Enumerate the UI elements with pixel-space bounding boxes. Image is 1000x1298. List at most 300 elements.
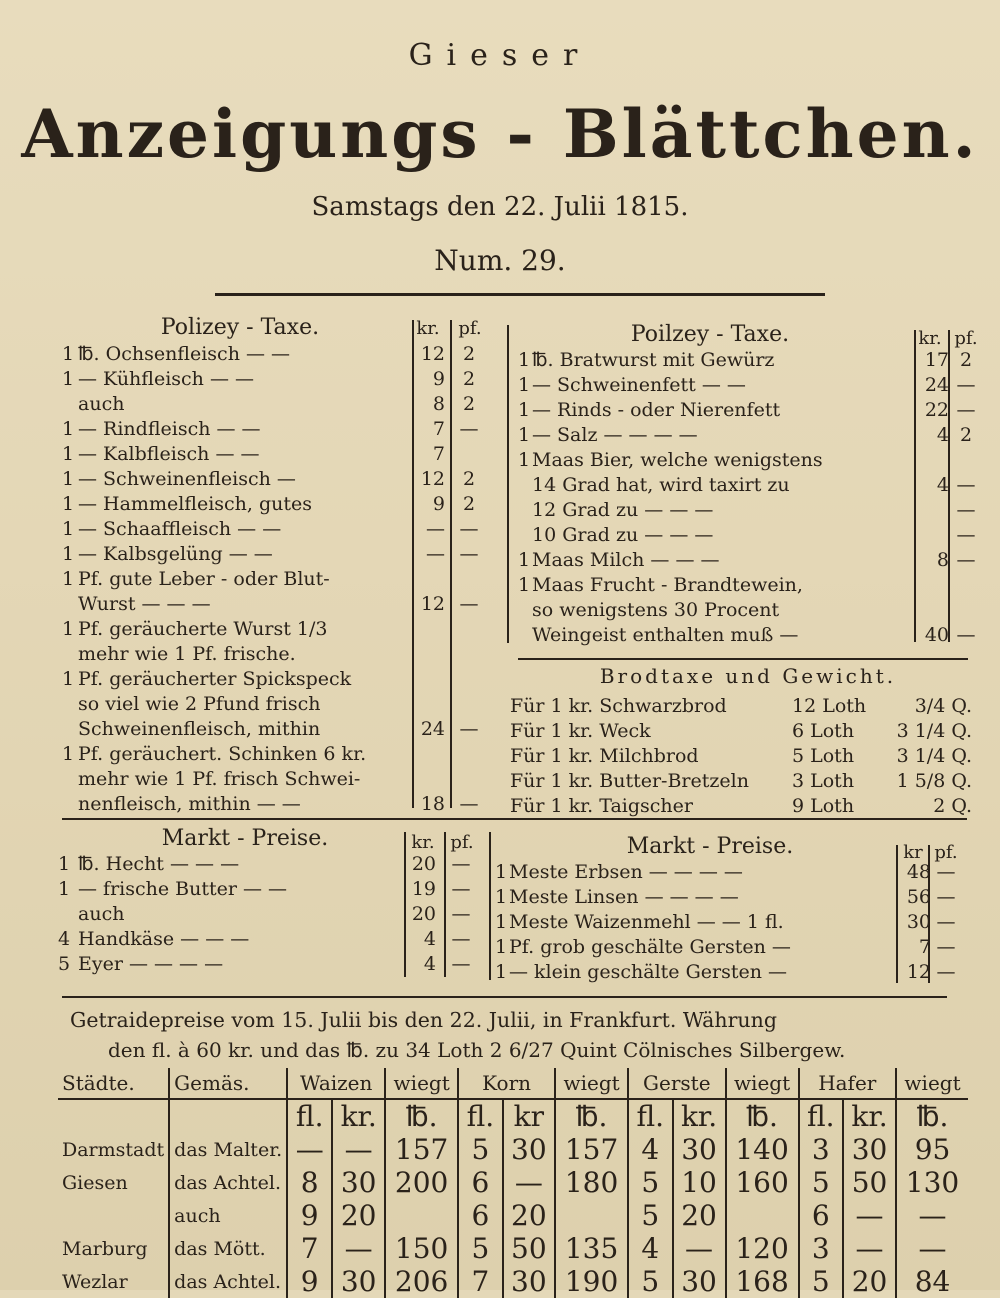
markt-right-qty: 1 [495, 886, 508, 908]
polizey-right-text: — Salz — — — — [532, 424, 698, 446]
polizey-right-qty: 1 [518, 574, 531, 596]
polizey-left-row [62, 367, 492, 392]
getraide-value: 160 [726, 1166, 799, 1199]
markt-right-pf: — [936, 886, 956, 908]
polizey-left-pf: — [459, 793, 479, 815]
getraide-value: — [503, 1166, 556, 1199]
markt-right-row [495, 960, 965, 985]
markt-left-qty: 1 [58, 878, 71, 900]
getraide-value: — [843, 1232, 896, 1265]
getraide-value [726, 1199, 799, 1232]
issue-number: Num. 29. [434, 244, 566, 277]
polizey-right-row [518, 473, 983, 498]
getraide-sub-empty [58, 1099, 169, 1133]
markt-right-pf: — [936, 861, 956, 883]
markt-right-pf: — [936, 911, 956, 933]
brodtaxe-quint: 3 1/4 Q. [896, 720, 972, 742]
polizey-right-qty: 1 [518, 449, 531, 471]
getraide-header: wiegt [385, 1068, 458, 1099]
getraide-value: — [896, 1232, 968, 1265]
polizey-left-kr: 9 [432, 493, 445, 515]
getraide-value: — [673, 1232, 726, 1265]
getraide-city: Marburg [62, 1237, 148, 1260]
getraide-table [58, 1068, 968, 1298]
polizey-left-text: Pf. geräucherter Spickspeck [78, 668, 352, 690]
polizey-right-pf: — [956, 524, 976, 546]
brodtaxe-weight: 12 Loth [792, 695, 867, 717]
markt-right-text: — klein geschälte Gersten — [509, 961, 787, 983]
getraide-value: — [287, 1133, 332, 1166]
getraide-header: wiegt [896, 1068, 968, 1099]
getraide-header: wiegt [726, 1068, 799, 1099]
polizey-left-qty: 1 [62, 343, 75, 365]
brodtaxe-weight: 3 Loth [792, 770, 855, 792]
polizey-right-row [518, 598, 983, 623]
polizey-left-row [62, 642, 492, 667]
getraide-measure: das Achtel. [169, 1265, 287, 1298]
getraide-subheader: kr. [673, 1099, 726, 1133]
polizey-left-row [62, 342, 492, 367]
polizey-left-text: Wurst — — — [78, 593, 211, 615]
markt-right-kr: 56 [906, 886, 931, 908]
polizey-left-text: mehr wie 1 Pf. frisch Schwei- [78, 768, 361, 790]
getraide-value: 168 [726, 1265, 799, 1298]
brodtaxe-row [510, 794, 980, 819]
polizey-left-qty: 1 [62, 568, 75, 590]
polizey-right-row [518, 623, 983, 648]
polizey-right-text: — Rinds - oder Nierenfett [532, 399, 781, 421]
markt-top-rule [62, 818, 967, 820]
markt-left-pf: — [451, 953, 471, 975]
polizey-left-row [62, 517, 492, 542]
getraide-intro-line2: den fl. à 60 kr. und das ℔. zu 34 Loth 2 6/27 Quint Cölnisches Silbergew. [108, 1038, 846, 1062]
polizey-right-row [518, 348, 983, 373]
getraide-row [58, 1265, 968, 1298]
getraide-value: 5 [628, 1166, 673, 1199]
polizey-left-row [62, 592, 492, 617]
brodtaxe-quint: 3/4 Q. [914, 695, 972, 717]
brodtaxe-item: Für 1 kr. Milchbrod [510, 745, 699, 767]
polizey-right-qty: 1 [518, 349, 531, 371]
getraide-value: 6 [458, 1199, 503, 1232]
getraide-value [385, 1199, 458, 1232]
getraide-value: 50 [843, 1166, 896, 1199]
getraide-subheader: fl. [628, 1099, 673, 1133]
getraide-value: 30 [332, 1166, 385, 1199]
polizey-left-text: — Schweinenfleisch — [78, 468, 296, 490]
polizey-right-text: Maas Frucht - Brandtewein, [532, 574, 803, 596]
getraide-value: 4 [628, 1232, 673, 1265]
getraide-value: 20 [673, 1199, 726, 1232]
polizey-left-row [62, 442, 492, 467]
markt-right-qty: 1 [495, 936, 508, 958]
polizey-left-row [62, 617, 492, 642]
getraide-subheader: kr. [332, 1099, 385, 1133]
polizey-left-pf: — [459, 418, 479, 440]
getraide-value: 200 [385, 1166, 458, 1199]
polizey-right-pf: — [956, 549, 976, 571]
brodtaxe-row [510, 694, 980, 719]
polizey-right-kr: 4 [936, 424, 949, 446]
getraide-header: Städte. [58, 1068, 169, 1099]
markt-right-qty: 1 [495, 911, 508, 933]
polizey-left-kr: 12 [420, 593, 445, 615]
getraide-header: Korn [458, 1068, 555, 1099]
markt-left-col-pf: pf. [450, 832, 474, 853]
getraide-value: 3 [799, 1232, 844, 1265]
markt-right-kr: 48 [906, 861, 931, 883]
getraide-row [58, 1199, 968, 1232]
getraide-value: 50 [503, 1232, 556, 1265]
markt-left-qty: 4 [58, 928, 71, 950]
getraide-value: 30 [503, 1265, 556, 1298]
polizey-right-qty: 1 [518, 399, 531, 421]
markt-right-row [495, 935, 965, 960]
getraide-value: 8 [287, 1166, 332, 1199]
getraide-value: 6 [799, 1199, 844, 1232]
polizey-right-pf: 2 [959, 424, 973, 446]
polizey-left-kr: 7 [432, 443, 445, 465]
markt-right-pf: — [936, 936, 956, 958]
polizey-left-qty: 1 [62, 368, 75, 390]
polizey-left-row [62, 417, 492, 442]
getraide-subheader: ℔. [726, 1099, 799, 1133]
polizey-left-rows [62, 342, 492, 817]
polizey-left-row [62, 567, 492, 592]
getraide-value: 157 [385, 1133, 458, 1166]
getraide-value: 190 [555, 1265, 628, 1298]
getraide-subheader: ℔. [555, 1099, 628, 1133]
getraide-value: 5 [628, 1265, 673, 1298]
brodtaxe-top-rule [518, 658, 968, 660]
polizey-right-text: 10 Grad zu — — — [532, 524, 714, 546]
polizey-right-kr: 8 [936, 549, 949, 571]
markt-left-row [58, 902, 488, 927]
getraide-subheader: fl. [458, 1099, 503, 1133]
getraide-intro-line1: Getraidepreise vom 15. Julii bis den 22. Julii, in Frankfurt. Währung [70, 1008, 777, 1032]
polizey-right-pf: — [956, 474, 976, 496]
getraide-subheader: fl. [287, 1099, 332, 1133]
polizey-left-row [62, 392, 492, 417]
polizey-left-text: Pf. geräuchert. Schinken 6 kr. [78, 743, 367, 765]
polizey-right-kr: 22 [924, 399, 949, 421]
brodtaxe-weight: 5 Loth [792, 745, 855, 767]
getraide-value: 95 [896, 1133, 968, 1166]
polizey-left-text: — Kühfleisch — — [78, 368, 254, 390]
brodtaxe-item: Für 1 kr. Weck [510, 720, 651, 742]
brodtaxe-row [510, 744, 980, 769]
markt-left-rows [58, 852, 488, 977]
polizey-right-pf: — [956, 499, 976, 521]
polizey-left-kr: 8 [432, 393, 445, 415]
getraide-value: 157 [555, 1133, 628, 1166]
issue-date: Samstags den 22. Julii 1815. [311, 192, 689, 222]
polizey-right-row [518, 498, 983, 523]
polizey-left-qty: 1 [62, 543, 75, 565]
polizey-right-row [518, 423, 983, 448]
getraide-subheader: kr [503, 1099, 556, 1133]
getraide-value: 7 [287, 1232, 332, 1265]
markt-right-rows [495, 860, 965, 985]
polizey-left-kr: — [426, 518, 445, 540]
getraide-value: 3 [799, 1133, 844, 1166]
getraide-value: 30 [673, 1133, 726, 1166]
getraide-value: 130 [896, 1166, 968, 1199]
getraide-row [58, 1133, 968, 1166]
markt-right-text: Meste Erbsen — — — — [509, 861, 743, 883]
polizey-left-pf: 2 [462, 343, 476, 365]
markt-left-kr: 20 [411, 903, 436, 925]
masthead-title: Anzeigungs - Blättchen. [21, 95, 979, 173]
polizey-left-pf: 2 [462, 468, 476, 490]
polizey-left-kr: 24 [420, 718, 445, 740]
markt-left-row [58, 952, 488, 977]
markt-right-col-pf: pf. [934, 842, 958, 863]
getraide-value: 10 [673, 1166, 726, 1199]
brodtaxe-row [510, 769, 980, 794]
brodtaxe-weight: 9 Loth [792, 795, 855, 817]
markt-left-text: — frische Butter — — [78, 878, 288, 900]
polizey-right-row [518, 548, 983, 573]
polizey-left-row [62, 692, 492, 717]
polizey-center-divider [507, 325, 509, 643]
getraide-value: — [332, 1133, 385, 1166]
getraide-header: Gemäs. [169, 1068, 287, 1099]
polizey-left-row [62, 542, 492, 567]
polizey-left-text: — Hammelfleisch, gutes [78, 493, 313, 515]
getraide-value: 6 [458, 1166, 503, 1199]
polizey-left-kr: 12 [420, 468, 445, 490]
brodtaxe-quint: 3 1/4 Q. [896, 745, 972, 767]
polizey-left-text: — Kalbsgelüng — — [78, 543, 273, 565]
polizey-right-heading: Poilzey - Taxe. [630, 322, 790, 347]
polizey-left-row [62, 767, 492, 792]
getraide-city [58, 1199, 169, 1232]
polizey-left-row [62, 492, 492, 517]
polizey-right-kr: 17 [924, 349, 949, 371]
getraide-value: 20 [843, 1265, 896, 1298]
markt-left-row [58, 877, 488, 902]
markt-left-pf: — [451, 878, 471, 900]
getraide-value: 20 [503, 1199, 556, 1232]
markt-right-row [495, 910, 965, 935]
polizey-left-text: mehr wie 1 Pf. frische. [78, 643, 296, 665]
getraide-sub-empty [169, 1099, 287, 1133]
getraide-header: Waizen [287, 1068, 385, 1099]
markt-center-divider [489, 832, 491, 980]
getraide-subheader: kr. [843, 1099, 896, 1133]
getraide-value: 7 [458, 1265, 503, 1298]
markt-left-kr: 20 [411, 853, 436, 875]
markt-right-pf: — [936, 961, 956, 983]
getraide-header: Hafer [799, 1068, 897, 1099]
getraide-value: 5 [799, 1166, 844, 1199]
polizey-left-pf: — [459, 518, 479, 540]
polizey-left-pf: — [459, 718, 479, 740]
polizey-left-row [62, 467, 492, 492]
getraide-value: — [332, 1232, 385, 1265]
getraide-value [555, 1199, 628, 1232]
polizey-left-qty: 1 [62, 668, 75, 690]
getraide-value: 5 [628, 1199, 673, 1232]
polizey-right-col-pf: pf. [954, 328, 978, 349]
polizey-right-text: — Schweinenfett — — [532, 374, 746, 396]
getraide-value: 9 [287, 1199, 332, 1232]
polizey-right-pf: — [956, 624, 976, 646]
polizey-right-rows [518, 348, 983, 648]
getraide-value: — [843, 1199, 896, 1232]
polizey-right-pf: — [956, 399, 976, 421]
markt-right-kr: 7 [918, 936, 931, 958]
getraide-value: 135 [555, 1232, 628, 1265]
getraide-city: Wezlar [62, 1270, 128, 1293]
getraide-value: 30 [332, 1265, 385, 1298]
polizey-left-kr: — [426, 543, 445, 565]
brodtaxe-quint: 2 Q. [933, 795, 972, 817]
markt-left-kr: 19 [411, 878, 436, 900]
markt-left-qty: 1 [58, 853, 71, 875]
markt-left-text: auch [78, 903, 125, 925]
markt-left-kr: 4 [423, 928, 436, 950]
polizey-left-kr: 7 [432, 418, 445, 440]
markt-left-qty: 5 [58, 953, 71, 975]
polizey-left-pf: 2 [462, 393, 476, 415]
polizey-left-row [62, 717, 492, 742]
brodtaxe-weight: 6 Loth [792, 720, 855, 742]
markt-left-row [58, 927, 488, 952]
getraide-value: 5 [458, 1232, 503, 1265]
getraide-top-rule [62, 996, 947, 998]
polizey-right-col-kr: kr. [918, 328, 942, 349]
polizey-right-kr: 40 [924, 624, 949, 646]
polizey-left-qty: 1 [62, 418, 75, 440]
masthead-rule [215, 293, 825, 296]
getraide-value: 20 [332, 1199, 385, 1232]
masthead-place: Gieser [408, 38, 592, 73]
polizey-right-row [518, 573, 983, 598]
polizey-left-text: Pf. geräucherte Wurst 1/3 [78, 618, 328, 640]
polizey-right-qty: 1 [518, 424, 531, 446]
polizey-right-text: Maas Bier, welche wenigstens [532, 449, 823, 471]
getraide-value: 140 [726, 1133, 799, 1166]
brodtaxe-heading: Brodtaxe und Gewicht. [599, 664, 897, 688]
getraide-value: 30 [503, 1133, 556, 1166]
getraide-value: 4 [628, 1133, 673, 1166]
polizey-right-row [518, 523, 983, 548]
getraide-city: Darmstadt [62, 1138, 165, 1161]
polizey-left-text: nenfleisch, mithin — — [78, 793, 301, 815]
getraide-value: 5 [458, 1133, 503, 1166]
markt-left-text: ℔. Hecht — — — [78, 853, 240, 875]
getraide-value: 180 [555, 1166, 628, 1199]
brodtaxe-quint: 1 5/8 Q. [896, 770, 972, 792]
getraide-header: wiegt [555, 1068, 628, 1099]
polizey-left-pf: 2 [462, 493, 476, 515]
getraide-row [58, 1232, 968, 1265]
polizey-right-text: ℔. Bratwurst mit Gewürz [532, 349, 775, 371]
markt-right-row [495, 860, 965, 885]
markt-right-heading: Markt - Preise. [626, 834, 794, 859]
getraide-value: 9 [287, 1265, 332, 1298]
getraide-value: 120 [726, 1232, 799, 1265]
polizey-left-row [62, 792, 492, 817]
polizey-left-text: — Rindfleisch — — [78, 418, 261, 440]
polizey-right-text: 14 Grad hat, wird taxirt zu [532, 474, 790, 496]
polizey-right-pf: 2 [959, 349, 973, 371]
polizey-right-row [518, 373, 983, 398]
polizey-left-text: — Schaaffleisch — — [78, 518, 282, 540]
getraide-measure: das Mött. [169, 1232, 287, 1265]
markt-left-heading: Markt - Preise. [161, 826, 329, 851]
getraide-city: Giesen [62, 1171, 128, 1194]
getraide-value: 206 [385, 1265, 458, 1298]
markt-left-pf: — [451, 903, 471, 925]
getraide-subheader: ℔. [896, 1099, 968, 1133]
getraide-value: 150 [385, 1232, 458, 1265]
getraide-value: 84 [896, 1265, 968, 1298]
polizey-left-pf: — [459, 593, 479, 615]
polizey-right-kr: 24 [924, 374, 949, 396]
brodtaxe-rows [510, 694, 980, 819]
polizey-right-row [518, 398, 983, 423]
markt-left-pf: — [451, 928, 471, 950]
polizey-left-row [62, 742, 492, 767]
markt-right-row [495, 885, 965, 910]
polizey-left-kr: 18 [420, 793, 445, 815]
polizey-right-row [518, 448, 983, 473]
polizey-left-text: auch [78, 393, 125, 415]
polizey-right-qty: 1 [518, 374, 531, 396]
markt-left-col-kr: kr. [411, 832, 435, 853]
polizey-left-col-pf: pf. [458, 318, 482, 339]
brodtaxe-item: Für 1 kr. Taigscher [510, 795, 693, 817]
markt-left-text: Eyer — — — — [78, 953, 224, 975]
markt-left-row [58, 852, 488, 877]
getraide-subheader: ℔. [385, 1099, 458, 1133]
polizey-left-pf: — [459, 543, 479, 565]
polizey-left-text: — Kalbfleisch — — [78, 443, 260, 465]
markt-right-qty: 1 [495, 961, 508, 983]
getraide-value: 30 [673, 1265, 726, 1298]
polizey-right-text: so wenigstens 30 Procent [532, 599, 780, 621]
polizey-right-kr: 4 [936, 474, 949, 496]
getraide-value: 5 [799, 1265, 844, 1298]
polizey-right-qty: 1 [518, 549, 531, 571]
getraide-measure: das Achtel. [169, 1166, 287, 1199]
polizey-left-col-kr: kr. [416, 318, 440, 339]
getraide-value: 30 [843, 1133, 896, 1166]
markt-left-pf: — [451, 853, 471, 875]
brodtaxe-item: Für 1 kr. Schwarzbrod [510, 695, 727, 717]
markt-right-text: Pf. grob geschälte Gersten — [509, 936, 791, 958]
polizey-right-pf: — [956, 374, 976, 396]
polizey-left-qty: 1 [62, 618, 75, 640]
markt-left-kr: 4 [423, 953, 436, 975]
polizey-left-qty: 1 [62, 443, 75, 465]
polizey-left-text: Pf. gute Leber - oder Blut- [78, 568, 330, 590]
getraide-measure: auch [169, 1199, 287, 1232]
markt-right-kr: 12 [906, 961, 931, 983]
getraide-header: Gerste [628, 1068, 726, 1099]
markt-right-text: Meste Waizenmehl — — 1 fl. [509, 911, 784, 933]
markt-right-kr: 30 [906, 911, 931, 933]
getraide-value: — [896, 1199, 968, 1232]
polizey-left-text: Schweinenfleisch, mithin [78, 718, 321, 740]
polizey-left-kr: 9 [432, 368, 445, 390]
brodtaxe-row [510, 719, 980, 744]
polizey-right-text: Maas Milch — — — [532, 549, 720, 571]
markt-right-col-kr: kr [903, 842, 923, 863]
